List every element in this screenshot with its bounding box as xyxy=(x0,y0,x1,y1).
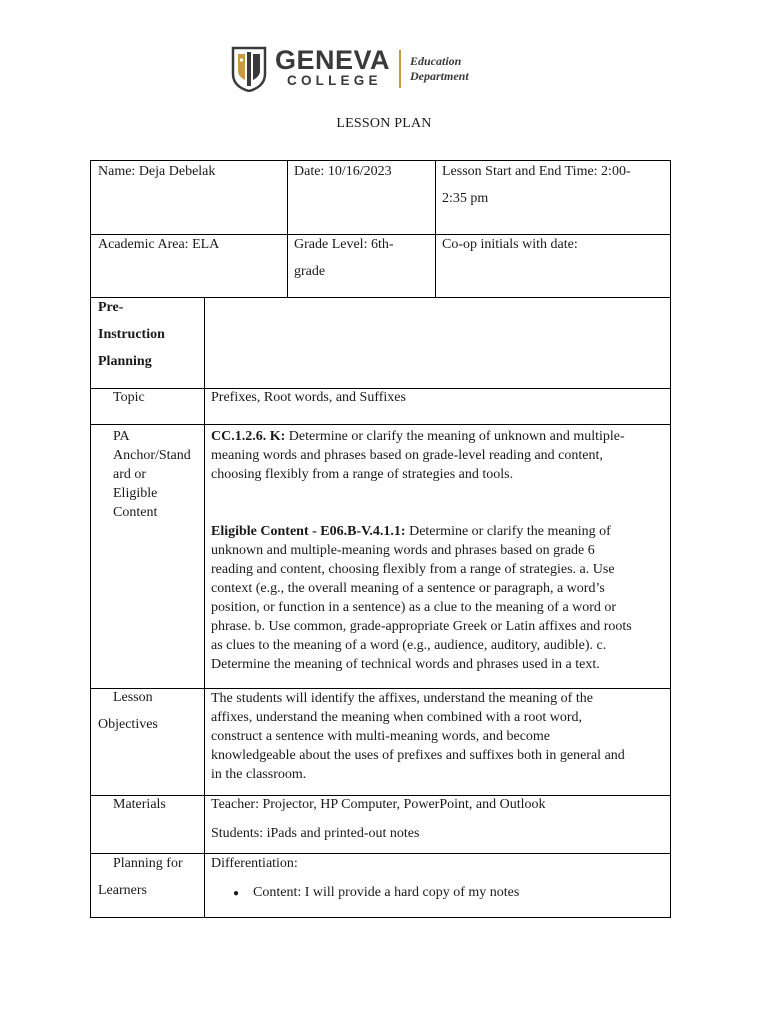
logo-sub: COLLEGE xyxy=(287,73,382,88)
objectives-label-line2: Objectives xyxy=(98,717,158,732)
eligible-content-code: Eligible Content - E06.B-V.4.1.1: xyxy=(211,524,406,539)
objectives-line: in the classroom. xyxy=(211,767,307,782)
logo-dept-line2: Department xyxy=(410,69,469,83)
eligible-content-line: reading and content, choosing flexibly from a range of strategies. a. Use xyxy=(211,562,615,577)
col-divider xyxy=(287,161,288,297)
objectives-line: knowledgeable about the uses of prefixes and suffixes both in general and xyxy=(211,748,625,763)
differentiation-bullet-text: Content: I will provide a hard copy of my notes xyxy=(253,885,520,900)
logo-wordmark xyxy=(275,46,395,92)
logo-name: GENEVA xyxy=(275,45,391,75)
logo-divider xyxy=(399,50,401,88)
col-divider xyxy=(435,161,436,297)
cc-standard-line: choosing flexibly from a range of strategies and tools. xyxy=(211,467,514,482)
pa-label-line: PA xyxy=(113,429,130,444)
pa-label-line: ard or xyxy=(113,467,147,482)
cc-standard-code: CC.1.2.6. K: xyxy=(211,429,286,444)
pa-label-line: Eligible xyxy=(113,486,158,501)
date-cell: Date: 10/16/2023 xyxy=(294,164,392,179)
lesson-plan-table xyxy=(90,160,671,918)
objectives-label-line1: Lesson xyxy=(113,690,153,705)
spacer xyxy=(211,484,667,522)
objectives-line: construct a sentence with multi-meaning words, and become xyxy=(211,729,551,744)
topic-label: Topic xyxy=(113,390,145,405)
pre-instruction-line3: Planning xyxy=(98,354,152,369)
eligible-content-line: unknown and multiple-meaning words and phrases based on grade 6 xyxy=(211,543,595,558)
row-divider xyxy=(91,297,670,298)
coop-initials-cell: Co-op initials with date: xyxy=(442,237,578,252)
objectives-content xyxy=(211,689,667,784)
materials-label: Materials xyxy=(113,797,166,812)
pre-instruction-line2: Instruction xyxy=(98,327,165,342)
differentiation-heading: Differentiation: xyxy=(211,856,298,871)
eligible-content-line xyxy=(211,522,667,541)
pa-anchor-content xyxy=(211,427,667,674)
differentiation-bullet xyxy=(211,879,519,907)
academic-area-cell: Academic Area: ELA xyxy=(98,237,220,252)
eligible-content-line: phrase. b. Use common, grade-appropriate Greek or Latin affixes and roots xyxy=(211,619,632,634)
pre-instruction-line1: Pre- xyxy=(98,300,124,315)
grade-level-line1: Grade Level: 6th- xyxy=(294,237,394,252)
eligible-content-line: Determine the meaning of technical words and phrases used in a text. xyxy=(211,657,600,672)
page-title: LESSON PLAN xyxy=(336,116,432,131)
time-cell-line2: 2:35 pm xyxy=(442,191,489,206)
pa-label-line: Content xyxy=(113,505,158,520)
geneva-college-logo xyxy=(229,46,481,92)
col-divider xyxy=(204,297,205,917)
cc-standard-line: meaning words and phrases based on grade-level reading and content, xyxy=(211,448,603,463)
cc-standard-text: Determine or clarify the meaning of unknown and multiple- xyxy=(285,429,625,444)
eligible-content-text: Determine or clarify the meaning of xyxy=(405,524,611,539)
geneva-shield-icon xyxy=(229,46,269,92)
objectives-line: The students will identify the affixes, understand the meaning of the xyxy=(211,691,593,706)
planning-label-line1: Planning for xyxy=(113,856,183,871)
objectives-line: affixes, understand the meaning when combined with a root word, xyxy=(211,710,583,725)
topic-value: Prefixes, Root words, and Suffixes xyxy=(211,390,406,405)
logo-dept-line1: Education xyxy=(410,54,462,68)
materials-students: Students: iPads and printed-out notes xyxy=(211,826,420,841)
eligible-content-line: as clues to the meaning of a word (e.g., audience, auditory, audible). c. xyxy=(211,638,607,653)
pa-anchor-label xyxy=(113,427,191,522)
row-divider xyxy=(91,424,670,425)
time-cell-line1: Lesson Start and End Time: 2:00- xyxy=(442,164,631,179)
logo-department xyxy=(410,54,469,84)
pa-label-line: Anchor/Stand xyxy=(113,448,191,463)
eligible-content-line: position, or function in a sentence) as a clue to the meaning of a word or xyxy=(211,600,617,615)
materials-teacher: Teacher: Projector, HP Computer, PowerPoint, and Outlook xyxy=(211,797,546,812)
planning-label-line2: Learners xyxy=(98,883,147,898)
eligible-content-line: context (e.g., the overall meaning of a sentence or paragraph, a word’s xyxy=(211,581,605,596)
bullet-icon: ● xyxy=(233,888,240,899)
cc-standard-line xyxy=(211,427,667,446)
grade-level-line2: grade xyxy=(294,264,326,279)
name-cell: Name: Deja Debelak xyxy=(98,164,216,179)
